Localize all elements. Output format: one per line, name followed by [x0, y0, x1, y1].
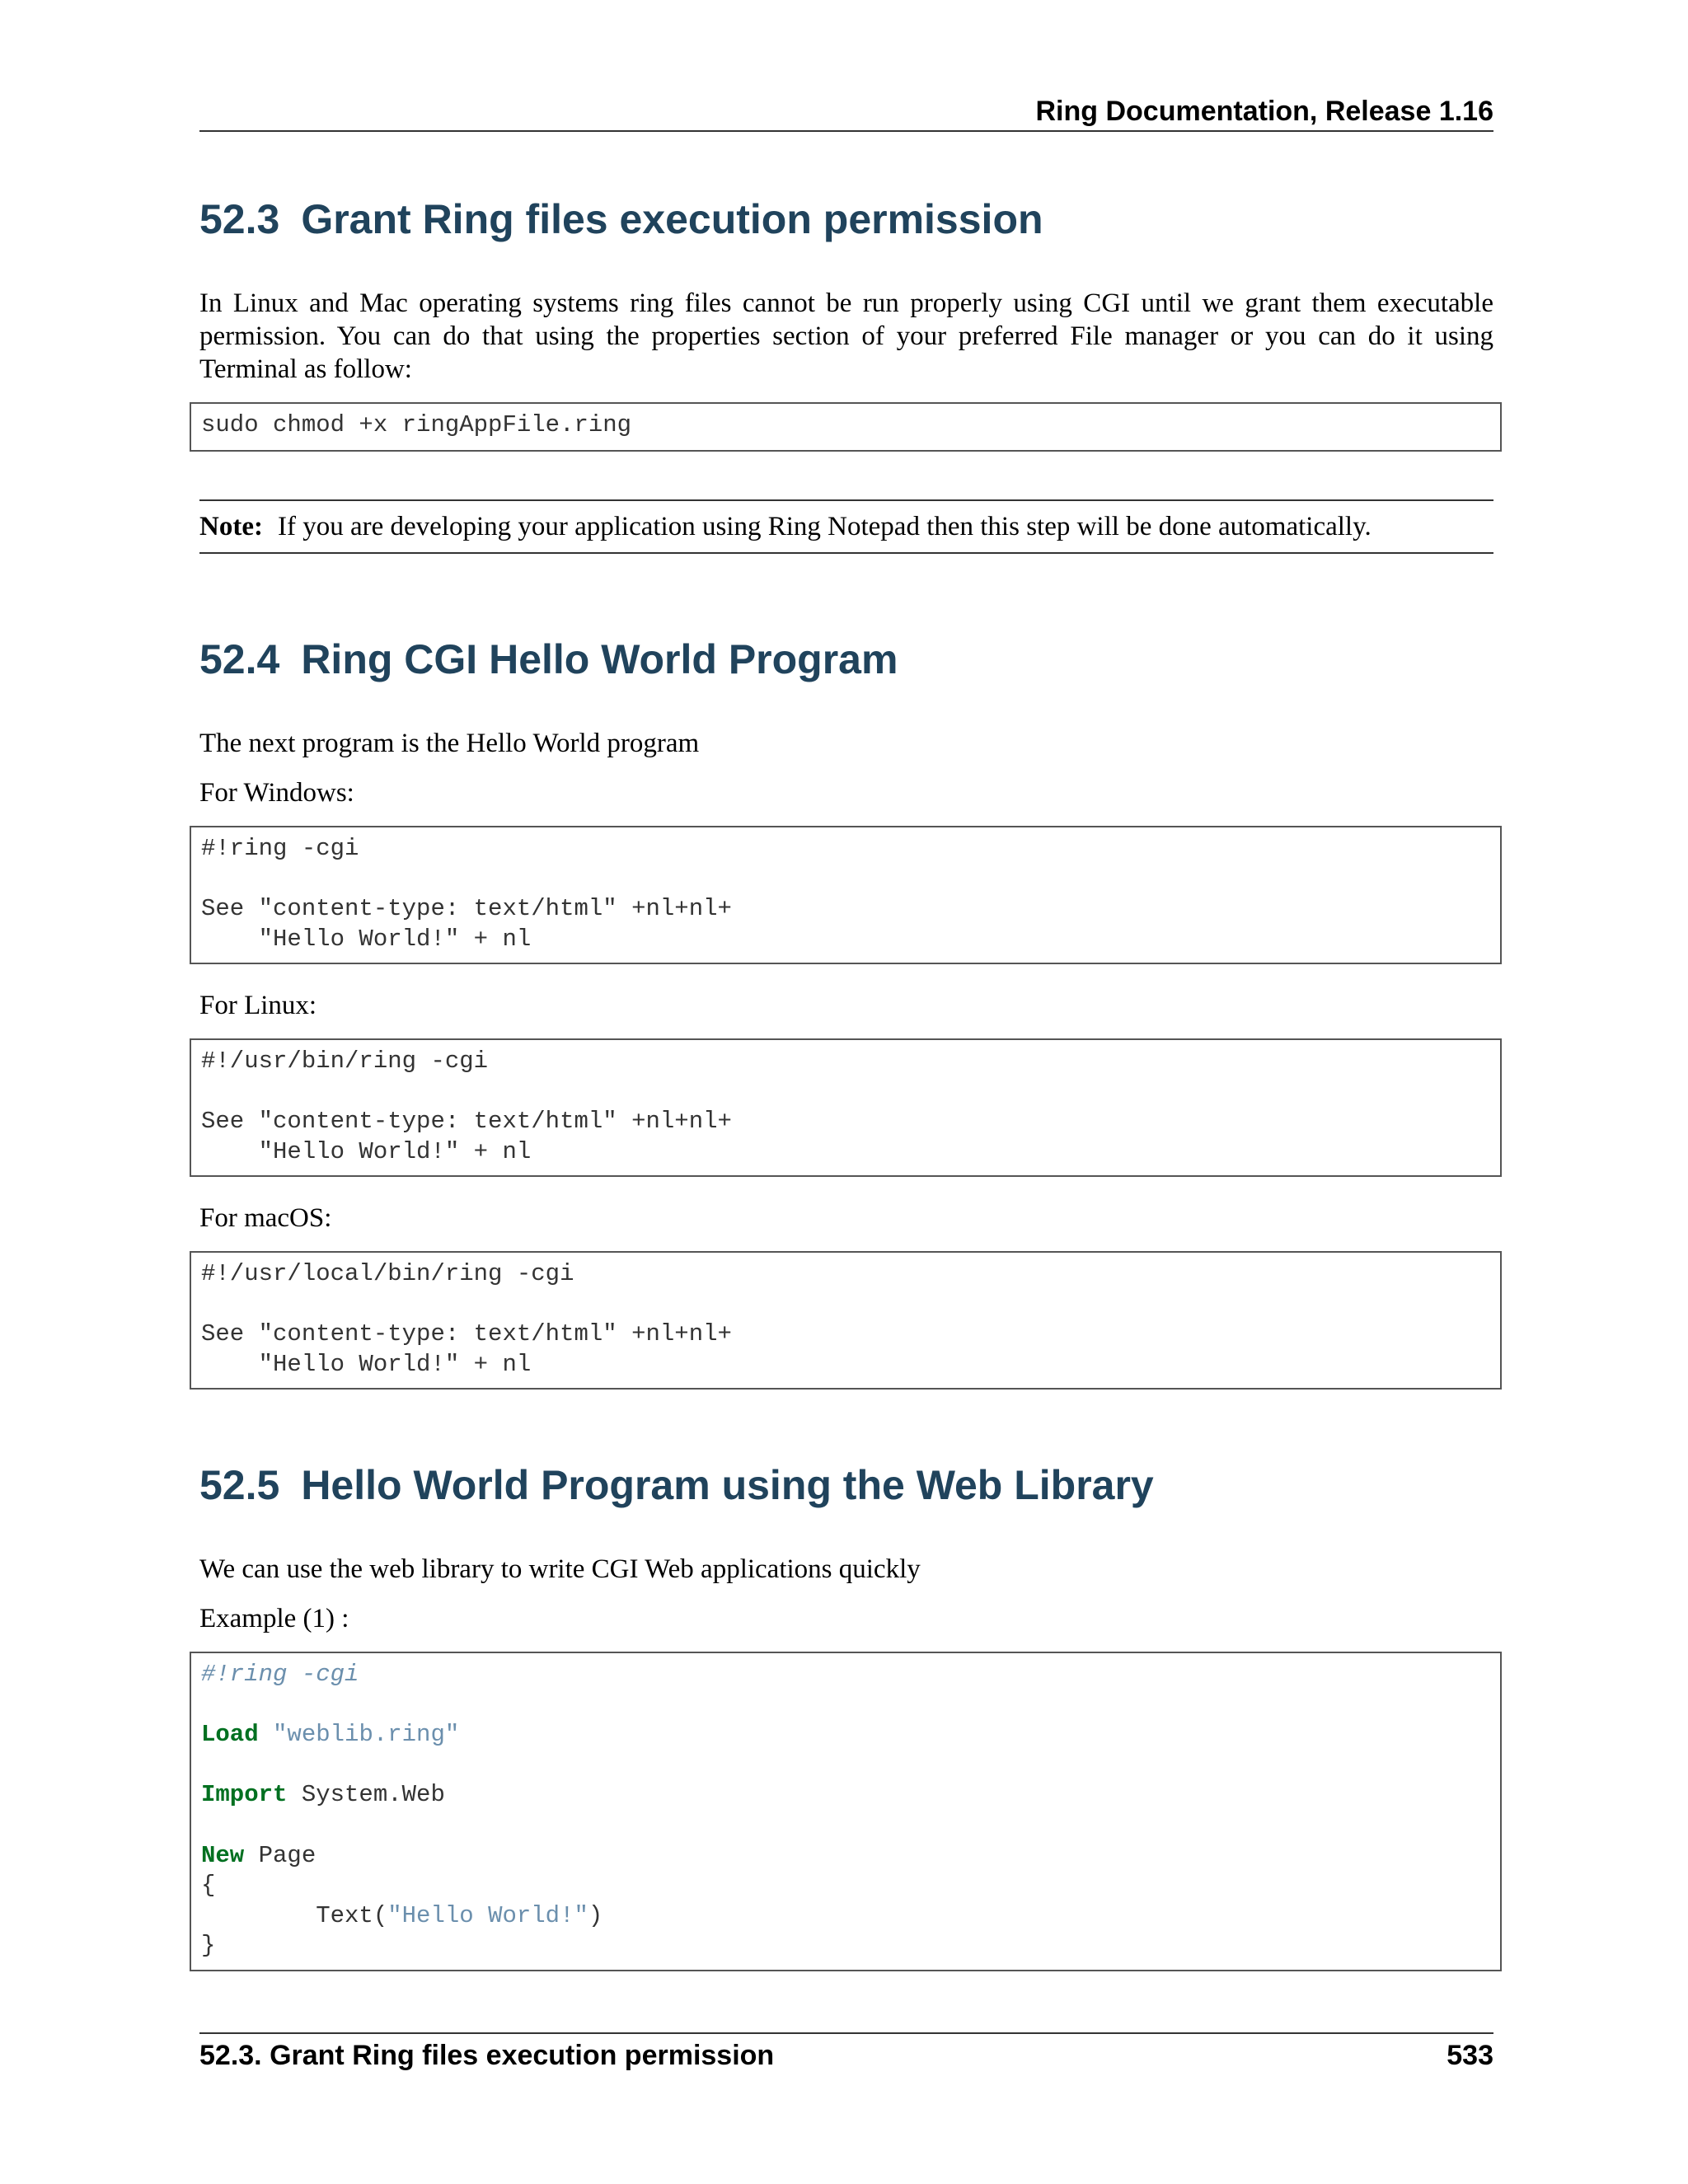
running-header — [199, 92, 1493, 132]
code-line: } — [201, 1932, 216, 1960]
code-line: { — [201, 1872, 216, 1900]
text-call: Text( — [201, 1901, 388, 1929]
code-line-blank — [201, 865, 1492, 895]
linux-label: For Linux: — [199, 991, 317, 1020]
running-footer — [199, 2032, 1493, 2079]
code-line: #!/usr/local/bin/ring -cgi — [201, 1260, 574, 1287]
new-keyword: New — [201, 1841, 245, 1869]
section-heading-52-5 — [199, 1460, 1154, 1510]
section-heading-52-3 — [199, 194, 1043, 244]
section-title-text: Ring CGI Hello World Program — [301, 636, 898, 682]
windows-label: For Windows: — [199, 778, 354, 808]
code-line: See "content-type: text/html" +nl+nl+ — [201, 895, 732, 923]
code-line — [201, 1780, 1492, 1811]
section-heading-52-4 — [199, 635, 898, 684]
weblib-code-block — [190, 1652, 1502, 1971]
code-line: See "content-type: text/html" +nl+nl+ — [201, 1108, 732, 1136]
text-call-close: ) — [588, 1901, 603, 1929]
note-box — [199, 499, 1493, 554]
note-text: If you are developing your application using Ring Notepad then this step will be done automatically. — [277, 512, 1372, 541]
code-line-blank — [201, 1690, 1492, 1721]
chmod-code-block — [190, 402, 1502, 452]
example-label: Example (1) : — [199, 1604, 349, 1633]
code-line: sudo chmod +x ringAppFile.ring — [201, 411, 632, 438]
section-title-text: Hello World Program using the Web Library — [301, 1462, 1154, 1508]
code-line: See "content-type: text/html" +nl+nl+ — [201, 1320, 732, 1348]
load-string: "weblib.ring" — [273, 1721, 460, 1749]
text-string: "Hello World!" — [387, 1901, 588, 1929]
code-line: #!/usr/bin/ring -cgi — [201, 1047, 489, 1075]
section-number: 52.5 — [199, 1462, 280, 1508]
load-keyword: Load — [201, 1721, 259, 1749]
linux-code-block — [190, 1038, 1502, 1177]
code-line-blank — [201, 1750, 1492, 1781]
code-line-blank — [201, 1290, 1492, 1320]
section-number: 52.4 — [199, 636, 280, 682]
code-line: #!ring -cgi — [201, 835, 359, 862]
section-number: 52.3 — [199, 196, 280, 242]
section-title-text: Grant Ring files execution permission — [301, 196, 1043, 242]
code-line-blank — [201, 1077, 1492, 1108]
code-line — [201, 1901, 1492, 1932]
weblib-intro-paragraph: We can use the web library to write CGI Web applications quickly — [199, 1554, 921, 1584]
import-target: System.Web — [287, 1781, 445, 1809]
header-title: Ring Documentation, Release 1.16 — [1035, 96, 1493, 127]
code-line: "Hello World!" + nl — [201, 1137, 532, 1165]
footer-section-title: 52.3. Grant Ring files execution permission — [199, 2040, 775, 2071]
macos-code-block — [190, 1251, 1502, 1390]
note-label: Note: — [199, 512, 263, 541]
hello-intro-paragraph: The next program is the Hello World program — [199, 729, 700, 758]
code-line: "Hello World!" + nl — [201, 1350, 532, 1378]
macos-label: For macOS: — [199, 1203, 332, 1233]
page-number: 533 — [1447, 2040, 1493, 2071]
code-line — [201, 1841, 1492, 1872]
import-keyword: Import — [201, 1781, 288, 1809]
shebang-comment: #!ring -cgi — [201, 1661, 359, 1688]
new-target: Page — [244, 1841, 316, 1869]
code-line — [201, 1720, 1492, 1750]
code-line-blank — [201, 1811, 1492, 1841]
code-line: "Hello World!" + nl — [201, 925, 532, 953]
permission-paragraph: In Linux and Mac operating systems ring files cannot be run properly using CGI until we grant them executable permission. You can do that using the properties section of your preferred File manager or you can do it using Terminal as follow: — [199, 288, 1493, 384]
code-line — [201, 1660, 1492, 1690]
windows-code-block — [190, 826, 1502, 964]
